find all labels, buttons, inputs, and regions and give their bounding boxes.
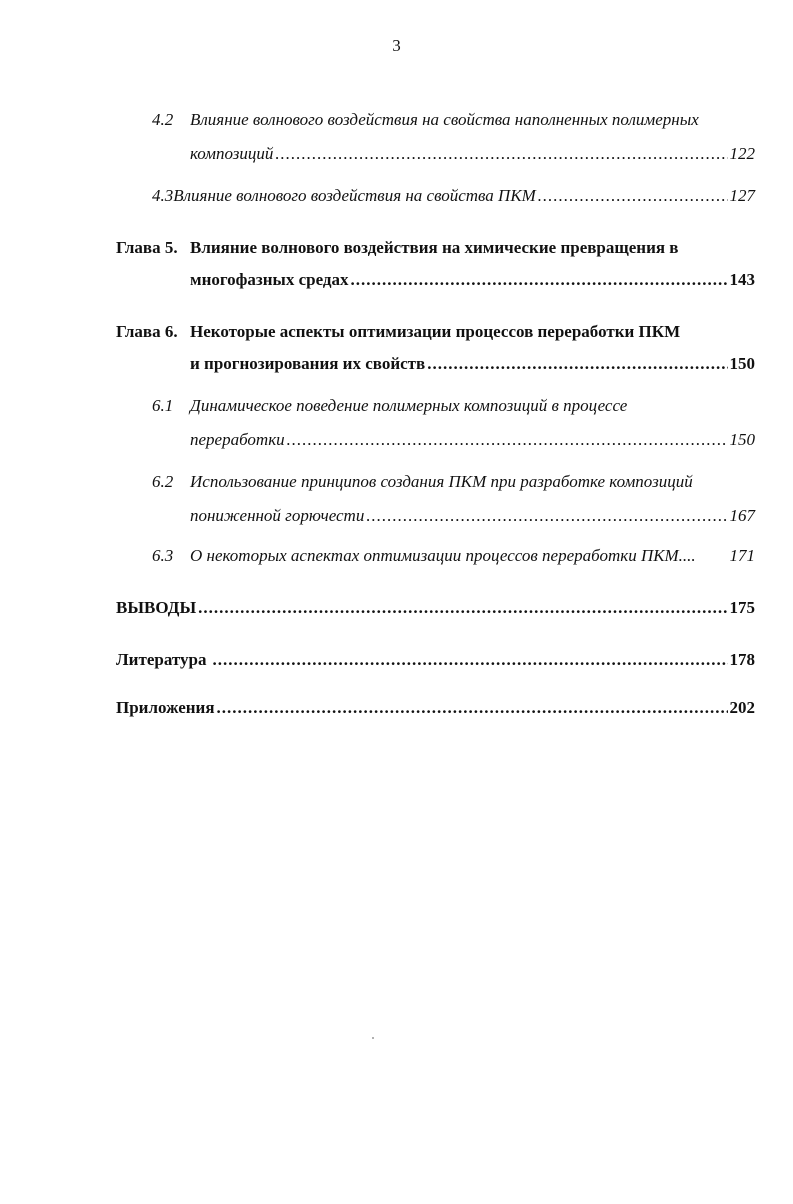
entry-title: Влияние волнового воздействия на свойства наполненных полимерных: [190, 110, 699, 129]
entry-page: 143: [729, 270, 755, 289]
entry-page: 178: [729, 650, 755, 669]
section-number: 4.3: [152, 186, 174, 205]
section-number: 6.1: [152, 396, 174, 415]
entry-page: 171: [729, 546, 755, 565]
chapter-number: Глава 5.: [116, 238, 178, 257]
entry-page: 150: [729, 430, 755, 449]
entry-title: О некоторых аспектах оптимизации процессов переработки ПКМ....: [190, 546, 696, 565]
toc-entry-6-1-line2: [190, 430, 755, 450]
section-number: 6.2: [152, 472, 174, 491]
chapter-number: Глава 6.: [116, 322, 178, 341]
entry-title: Использование принципов создания ПКМ при разработке композиций: [190, 472, 693, 491]
toc-conclusions: [116, 598, 755, 618]
toc-entry-4-3: [152, 186, 755, 206]
toc-entry-6-1-line1: [152, 396, 627, 416]
dot-leader: [351, 270, 728, 290]
entry-title-cont: пониженной горючести: [190, 506, 365, 525]
dot-leader: [538, 186, 728, 206]
dot-leader: [287, 430, 728, 450]
entry-title: ВЫВОДЫ: [116, 598, 197, 617]
scan-speck: [372, 1037, 374, 1039]
entry-page: 127: [729, 186, 755, 205]
entry-page: 167: [729, 506, 755, 525]
entry-title: Динамическое поведение полимерных композиций в процессе: [190, 396, 628, 415]
toc-chapter-5-line1: [116, 238, 679, 258]
toc-chapter-5-line2: [190, 270, 755, 290]
entry-title: Литература: [116, 650, 207, 669]
toc-chapter-6-line2: [190, 354, 755, 374]
toc-chapter-6-line1: [116, 322, 680, 342]
toc-appendices: [116, 698, 755, 718]
section-number: 4.2: [152, 110, 174, 129]
entry-title: Приложения: [116, 698, 215, 717]
dot-leader: [212, 650, 727, 670]
dot-leader: [427, 354, 727, 374]
toc-entry-4-2-line1: [152, 110, 699, 130]
toc-entry-6-2-line2: [190, 506, 755, 526]
entry-page: 122: [729, 144, 755, 163]
entry-page: 175: [729, 598, 755, 617]
toc-entry-6-2-line1: [152, 472, 693, 492]
entry-title-cont: переработки: [190, 430, 285, 449]
dot-leader: [217, 698, 728, 718]
dot-leader: [366, 506, 727, 526]
chapter-title-cont: и прогнозирования их свойств: [190, 354, 426, 373]
toc-entry-6-3: [152, 546, 755, 566]
page-number: 3: [392, 36, 401, 55]
entry-title: Влияние волнового воздействия на свойства ПКМ: [173, 186, 536, 205]
entry-title-cont: композиций: [190, 144, 274, 163]
dot-leader: [198, 598, 727, 618]
chapter-title: Влияние волнового воздействия на химические превращения в: [190, 238, 679, 257]
chapter-title-cont: многофазных средах: [190, 270, 349, 289]
toc-entry-4-2-line2: [190, 144, 755, 164]
dot-leader: [275, 144, 727, 164]
entry-page: 202: [729, 698, 755, 717]
chapter-title: Некоторые аспекты оптимизации процессов переработки ПКМ: [190, 322, 681, 341]
toc-literature: [116, 650, 755, 670]
section-number: 6.3: [152, 546, 174, 565]
entry-page: 150: [729, 354, 755, 373]
